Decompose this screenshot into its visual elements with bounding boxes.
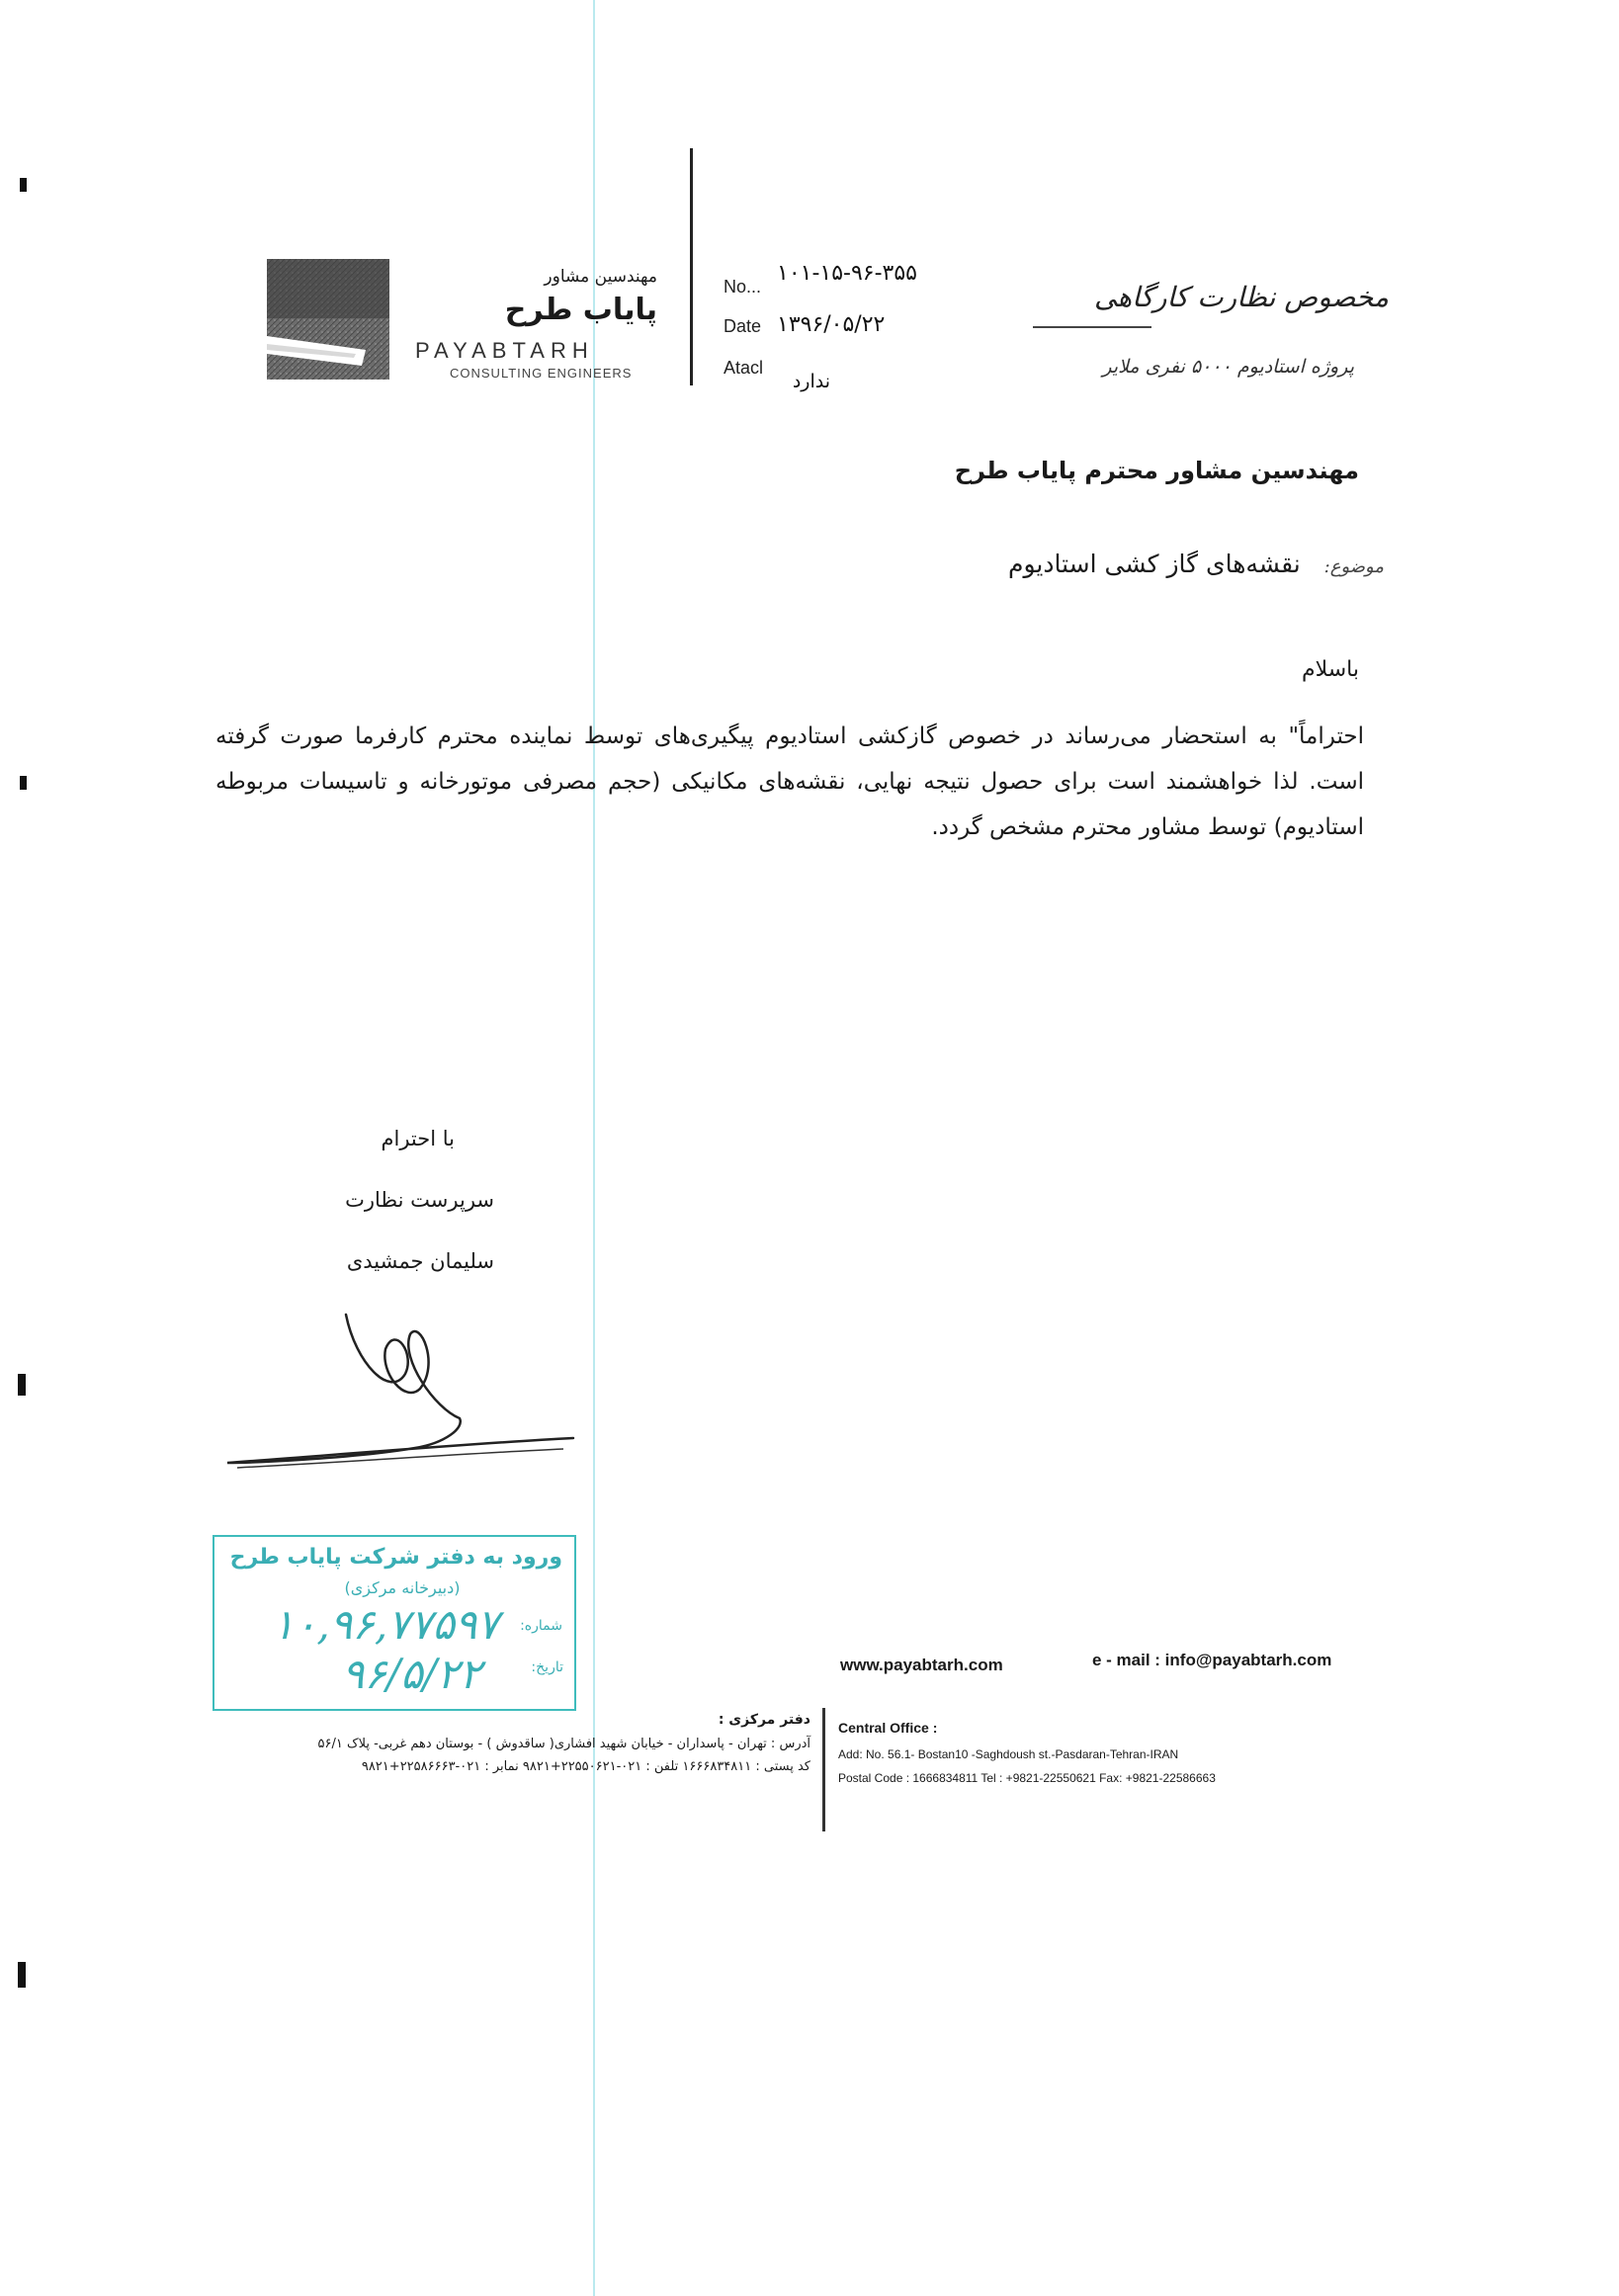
handwritten-dept: مخصوص نظارت کارگاهی — [1094, 281, 1389, 313]
handwritten-underline — [1033, 326, 1151, 328]
recipient: مهندسین مشاور محترم پایاب طرح — [954, 457, 1359, 484]
stamp-title: ورود به دفتر شرکت پایاب طرح — [229, 1545, 562, 1570]
number-label: No... — [724, 277, 762, 297]
attachment-label: Atacl — [724, 358, 764, 378]
subject-label: موضوع: — [1323, 556, 1384, 577]
signer-name: سلیمان جمشیدی — [346, 1249, 494, 1273]
header-divider — [690, 148, 693, 385]
greeting: باسلام — [1301, 657, 1359, 682]
scan-mark — [18, 1374, 26, 1396]
stamp-date-label: تاریخ: — [531, 1659, 563, 1675]
closing: با احترام — [381, 1127, 455, 1150]
scan-mark — [20, 776, 27, 790]
office-postal-en: Postal Code : 1666834811 Tel : +9821-22550621 Fax: +9821-22586663 — [838, 1771, 1216, 1785]
attachment-value: ندارد — [792, 371, 830, 392]
stamp-subtitle: (دبیرخانه مرکزی) — [344, 1578, 461, 1597]
letter-body: احتراماً" به استحضار می‌رساند در خصوص گازکشی استادیوم پیگیری‌های توسط نماینده محترم کارفرما صورت گرفته است. لذا خواهشمند است برای حصول نتیجه نهایی، نقشه‌های مکانیکی (حجم مصرفی موتورخانه و تاسیسات مربوطه استادیوم) توسط مشاور محترم مشخص گردد. — [215, 723, 1364, 840]
office-address-fa: آدرس : تهران - پاسداران - خیابان شهید افشاری( ساقدوش ) - بوستان دهم غربی- پلاک ۵۶/۱ — [317, 1737, 810, 1751]
firm-name-en: PAYABTARH — [415, 338, 594, 363]
receipt-stamp — [213, 1535, 576, 1711]
firm-name-fa-small: مهندسین مشاور — [544, 267, 657, 287]
office-title-fa: دفتر مرکزی : — [718, 1712, 810, 1728]
subject-text: نقشه‌های گاز کشی استادیوم — [1008, 550, 1301, 578]
email-link[interactable]: e - mail : info@payabtarh.com — [1092, 1651, 1332, 1669]
letter-date: ۱۳۹۶/۰۵/۲۲ — [777, 312, 886, 337]
scan-mark — [18, 1962, 26, 1988]
stamp-date: ۹۶/۵/۲۲ — [341, 1650, 481, 1698]
subject-row — [810, 550, 1384, 578]
footer-divider — [822, 1708, 825, 1831]
handwritten-project: پروژه استادیوم ۵۰۰۰ نفری ملایر — [1102, 356, 1354, 378]
letter-number: ۱۰۱-۱۵-۹۶-۳۵۵ — [777, 261, 917, 286]
scan-mark — [20, 178, 27, 192]
signature — [217, 1305, 583, 1478]
firm-name-fa: پایاب طرح — [504, 293, 657, 327]
firm-subtitle-en: CONSULTING ENGINEERS — [450, 366, 633, 381]
date-label: Date — [724, 316, 762, 336]
signer-position: سرپرست نظارت — [345, 1188, 494, 1212]
stamp-number: ۱۰,۹۶,۷۷۵۹۷ — [272, 1600, 499, 1649]
office-address-en: Add: No. 56.1- Bostan10 -Saghdoush st.-Pasdaran-Tehran-IRAN — [838, 1747, 1179, 1761]
office-title-en: Central Office : — [838, 1720, 938, 1736]
office-contact-fa: کد پستی : ۱۶۶۶۸۳۴۸۱۱ تلفن : ۰۲۱-۲۲۵۵۰۶۲۱+۹۸۲۱ نمابر : ۰۲۱-۲۲۵۸۶۶۶۳+۹۸۲۱ — [361, 1759, 810, 1774]
stamp-number-label: شماره: — [520, 1618, 562, 1634]
website-link[interactable]: www.payabtarh.com — [840, 1656, 1003, 1674]
firm-logo — [267, 259, 389, 380]
